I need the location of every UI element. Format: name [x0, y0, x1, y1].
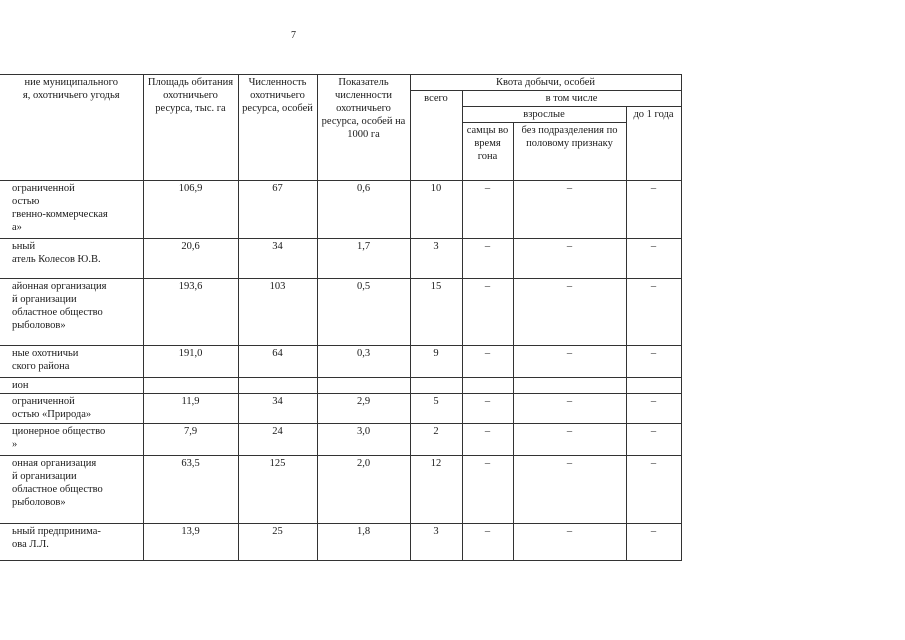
header-count: Численность охотничьего ресурса, особей — [238, 75, 317, 181]
cell-density: 2,0 — [317, 456, 410, 524]
header-no-division: без подразделения по половому признаку — [513, 123, 626, 181]
page-number: 7 — [291, 30, 296, 41]
cell-area: 7,9 — [143, 424, 238, 456]
cell-total: 3 — [410, 524, 462, 561]
cell-under-1: – — [626, 456, 681, 524]
cell-under-1: – — [626, 279, 681, 346]
cell-area: 63,5 — [143, 456, 238, 524]
cell-name: ион — [0, 378, 143, 394]
cell-males-rut — [462, 378, 513, 394]
table-row — [0, 279, 681, 346]
cell-total: 5 — [410, 394, 462, 424]
cell-no-division: – — [513, 239, 626, 279]
cell-under-1 — [626, 378, 681, 394]
cell-area: 13,9 — [143, 524, 238, 561]
cell-total: 10 — [410, 181, 462, 239]
cell-name: ьный атель Колесов Ю.В. — [0, 239, 143, 279]
cell-density: 1,8 — [317, 524, 410, 561]
cell-no-division: – — [513, 346, 626, 378]
cell-males-rut: – — [462, 456, 513, 524]
cell-density: 2,9 — [317, 394, 410, 424]
cell-no-division: – — [513, 279, 626, 346]
cell-area — [143, 378, 238, 394]
cell-males-rut: – — [462, 346, 513, 378]
cell-under-1: – — [626, 424, 681, 456]
cell-count: 34 — [238, 394, 317, 424]
cell-total: 12 — [410, 456, 462, 524]
cell-under-1: – — [626, 346, 681, 378]
cell-name: ограниченной остью «Природа» — [0, 394, 143, 424]
table-row — [0, 181, 681, 239]
header-including: в том числе — [462, 91, 681, 107]
cell-area: 193,6 — [143, 279, 238, 346]
cell-no-division: – — [513, 424, 626, 456]
cell-no-division: – — [513, 181, 626, 239]
cell-count: 24 — [238, 424, 317, 456]
cell-name: ьный предпринима- ова Л.Л. — [0, 524, 143, 561]
cell-count: 64 — [238, 346, 317, 378]
cell-density: 1,7 — [317, 239, 410, 279]
cell-name: онная организация й организации областное общество рыболовов» — [0, 456, 143, 524]
cell-name: ные охотничьи ского района — [0, 346, 143, 378]
cell-total: 2 — [410, 424, 462, 456]
cell-area: 11,9 — [143, 394, 238, 424]
cell-count: 125 — [238, 456, 317, 524]
cell-males-rut: – — [462, 279, 513, 346]
header-adults: взрослые — [462, 107, 626, 123]
cell-total: 15 — [410, 279, 462, 346]
cell-area: 191,0 — [143, 346, 238, 378]
header-under-1: до 1 года — [626, 107, 681, 181]
table-row — [0, 424, 681, 456]
cell-males-rut: – — [462, 394, 513, 424]
cell-under-1: – — [626, 181, 681, 239]
cell-total — [410, 378, 462, 394]
cell-name: айонная организация й организации областное общество рыболовов» — [0, 279, 143, 346]
table-row — [0, 346, 681, 378]
cell-total: 3 — [410, 239, 462, 279]
header-males-rut: самцы во время гона — [462, 123, 513, 181]
cell-count: 103 — [238, 279, 317, 346]
cell-area: 106,9 — [143, 181, 238, 239]
cell-density — [317, 378, 410, 394]
cell-density: 0,3 — [317, 346, 410, 378]
cell-name: ционерное общество » — [0, 424, 143, 456]
table-header — [0, 75, 681, 181]
cell-males-rut: – — [462, 424, 513, 456]
table-row — [0, 456, 681, 524]
header-density: Показатель численности охотничьего ресурса, особей на 1000 га — [317, 75, 410, 181]
cell-under-1: – — [626, 394, 681, 424]
cell-total: 9 — [410, 346, 462, 378]
cell-area: 20,6 — [143, 239, 238, 279]
cell-males-rut: – — [462, 239, 513, 279]
cell-density: 3,0 — [317, 424, 410, 456]
cell-no-division — [513, 378, 626, 394]
quota-table — [0, 74, 682, 561]
table-row — [0, 524, 681, 561]
cell-count — [238, 378, 317, 394]
cell-name: ограниченной остью гвенно-коммерческая а» — [0, 181, 143, 239]
cell-density: 0,5 — [317, 279, 410, 346]
cell-count: 67 — [238, 181, 317, 239]
table-body — [0, 181, 681, 561]
header-total: всего — [410, 91, 462, 181]
header-area: Площадь обитания охотничьего ресурса, тыс. га — [143, 75, 238, 181]
table-row — [0, 239, 681, 279]
table-row — [0, 378, 681, 394]
cell-density: 0,6 — [317, 181, 410, 239]
header-quota: Квота добычи, особей — [410, 75, 681, 91]
cell-under-1: – — [626, 239, 681, 279]
cell-no-division: – — [513, 394, 626, 424]
cell-males-rut: – — [462, 181, 513, 239]
table-row — [0, 394, 681, 424]
cell-under-1: – — [626, 524, 681, 561]
cell-count: 34 — [238, 239, 317, 279]
cell-males-rut: – — [462, 524, 513, 561]
header-name: ние муниципального я, охотничьего угодья — [0, 75, 143, 181]
cell-count: 25 — [238, 524, 317, 561]
cell-no-division: – — [513, 524, 626, 561]
cell-no-division: – — [513, 456, 626, 524]
